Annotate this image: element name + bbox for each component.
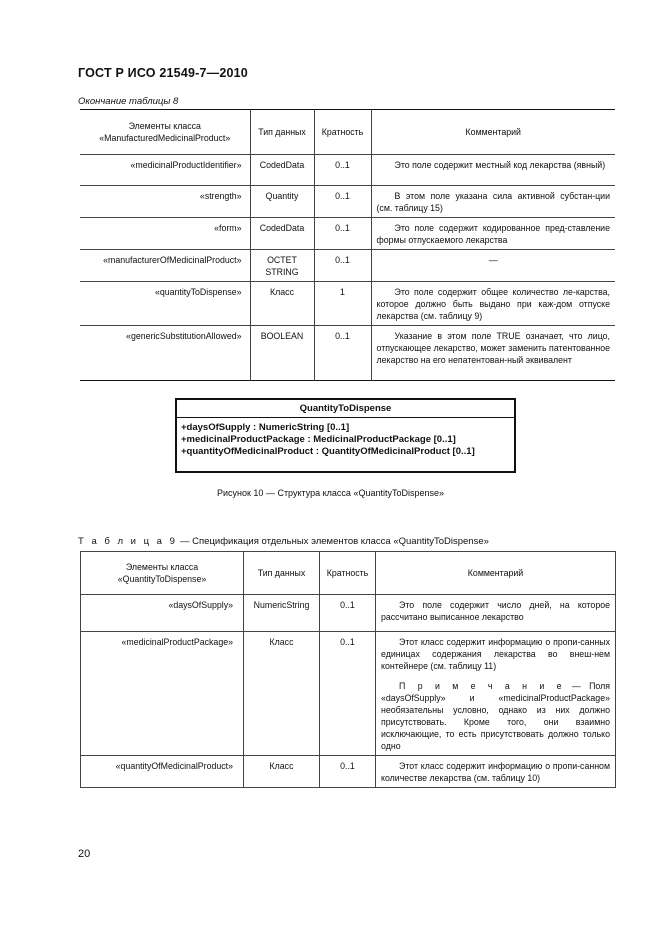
type-cell: CodedData bbox=[250, 218, 314, 250]
multiplicity-cell: 1 bbox=[314, 282, 371, 326]
column-header-multiplicity: Кратность bbox=[314, 110, 371, 155]
table-row bbox=[80, 326, 615, 381]
comment-cell: В этом поле указана сила активной субстан-ции (см. таблицу 15) bbox=[371, 186, 615, 218]
type-cell: BOOLEAN bbox=[250, 326, 314, 381]
comment-cell: Это поле содержит общее количество ле-карства, которое должно быть выдано при каж-дом отпуске лекарства (см. таблицу 9) bbox=[371, 282, 615, 326]
comment-cell: Это поле содержит кодированное пред-ставление формы отпускаемого лекарства bbox=[371, 218, 615, 250]
figure-caption: Рисунок 10 — Структура класса «QuantityToDispense» bbox=[216, 488, 444, 498]
multiplicity-cell: 0..1 bbox=[314, 326, 371, 381]
element-cell: «medicinalProductIdentifier» bbox=[80, 155, 250, 186]
element-cell: «quantityToDispense» bbox=[80, 282, 250, 326]
multiplicity-cell: 0..1 bbox=[314, 186, 371, 218]
table9-title-label: Т а б л и ц а 9 bbox=[78, 536, 178, 547]
table-row bbox=[81, 632, 616, 756]
type-cell: Класс bbox=[244, 632, 320, 756]
element-cell: «strength» bbox=[80, 186, 250, 218]
column-header-type: Тип данных bbox=[244, 552, 320, 595]
column-header-multiplicity: Кратность bbox=[320, 552, 376, 595]
uml-attribute: +medicinalProductPackage : MedicinalProductPackage [0..1] bbox=[181, 434, 456, 445]
table-row bbox=[80, 282, 615, 326]
type-cell: CodedData bbox=[250, 155, 314, 186]
column-header-elements: Элементы класса «QuantityToDispense» bbox=[81, 552, 244, 595]
column-header-type: Тип данных bbox=[250, 110, 314, 155]
uml-attribute-list bbox=[177, 418, 514, 458]
element-cell: «genericSubstitutionAllowed» bbox=[80, 326, 250, 381]
element-cell: «form» bbox=[80, 218, 250, 250]
type-cell: Класс bbox=[244, 756, 320, 788]
type-cell: Quantity bbox=[250, 186, 314, 218]
uml-attribute: +daysOfSupply : NumericString [0..1] bbox=[181, 422, 350, 433]
type-cell: NumericString bbox=[244, 595, 320, 632]
element-cell: «daysOfSupply» bbox=[81, 595, 244, 632]
multiplicity-cell: 0..1 bbox=[314, 155, 371, 186]
comment-cell: Указание в этом поле TRUE означает, что лицо, отпускающее лекарство, может заменить патентованное лекарство на его непатентован-ный эквивалент bbox=[371, 326, 615, 381]
uml-attribute: +quantityOfMedicinalProduct : QuantityOfMedicinalProduct [0..1] bbox=[181, 446, 475, 457]
comment-cell bbox=[376, 632, 616, 756]
table-row bbox=[81, 595, 616, 632]
element-cell: «medicinalProductPackage» bbox=[81, 632, 244, 756]
uml-class-diagram bbox=[175, 398, 516, 473]
comment-cell: Это поле содержит число дней, на которое рассчитано выписанное лекарство bbox=[376, 595, 616, 632]
multiplicity-cell: 0..1 bbox=[314, 250, 371, 282]
note-label: П р и м е ч а н и е bbox=[399, 681, 564, 691]
column-header-comment: Комментарий bbox=[371, 110, 615, 155]
table9-title-text: — Спецификация отдельных элементов класса «QuantityToDispense» bbox=[177, 536, 489, 547]
table-row bbox=[80, 186, 615, 218]
note-text: — Поля «daysOfSupply» и «medicinalProductPackage» необязательны условно, однако из них должно присутствовать. Кроме того, они взаимно исключающие, то есть присутствовать должно только одно bbox=[381, 681, 610, 751]
comment-cell: Этот класс содержит информацию о пропи-санном количестве лекарства (см. таблицу 10) bbox=[376, 756, 616, 788]
multiplicity-cell: 0..1 bbox=[320, 595, 376, 632]
table-row bbox=[81, 756, 616, 788]
document-header: ГОСТ Р ИСО 21549-7—2010 bbox=[78, 66, 248, 80]
multiplicity-cell: 0..1 bbox=[314, 218, 371, 250]
table-row bbox=[80, 250, 615, 282]
type-cell: Класс bbox=[250, 282, 314, 326]
table9-title bbox=[78, 536, 489, 547]
comment-cell: Это поле содержит местный код лекарства (явный) bbox=[371, 155, 615, 186]
column-header-elements: Элементы класса «ManufacturedMedicinalProduct» bbox=[80, 110, 250, 155]
element-cell: «manufacturerOfMedicinalProduct» bbox=[80, 250, 250, 282]
multiplicity-cell: 0..1 bbox=[320, 756, 376, 788]
comment-text: Этот класс содержит информацию о пропи-санных единицах содержания лекарства во внеш-нем контейнере (см. таблицу 11) bbox=[381, 637, 610, 671]
type-cell: OCTET STRING bbox=[250, 250, 314, 282]
multiplicity-cell: 0..1 bbox=[320, 632, 376, 756]
uml-class-name: QuantityToDispense bbox=[177, 400, 514, 418]
page-number: 20 bbox=[78, 848, 91, 860]
column-header-comment: Комментарий bbox=[376, 552, 616, 595]
table-row bbox=[80, 155, 615, 186]
table8-caption: Окончание таблицы 8 bbox=[78, 96, 179, 107]
note bbox=[381, 680, 610, 752]
table-8 bbox=[80, 109, 615, 381]
table-row bbox=[80, 218, 615, 250]
comment-cell: — bbox=[371, 250, 615, 282]
table-9 bbox=[80, 551, 616, 788]
element-cell: «quantityOfMedicinalProduct» bbox=[81, 756, 244, 788]
